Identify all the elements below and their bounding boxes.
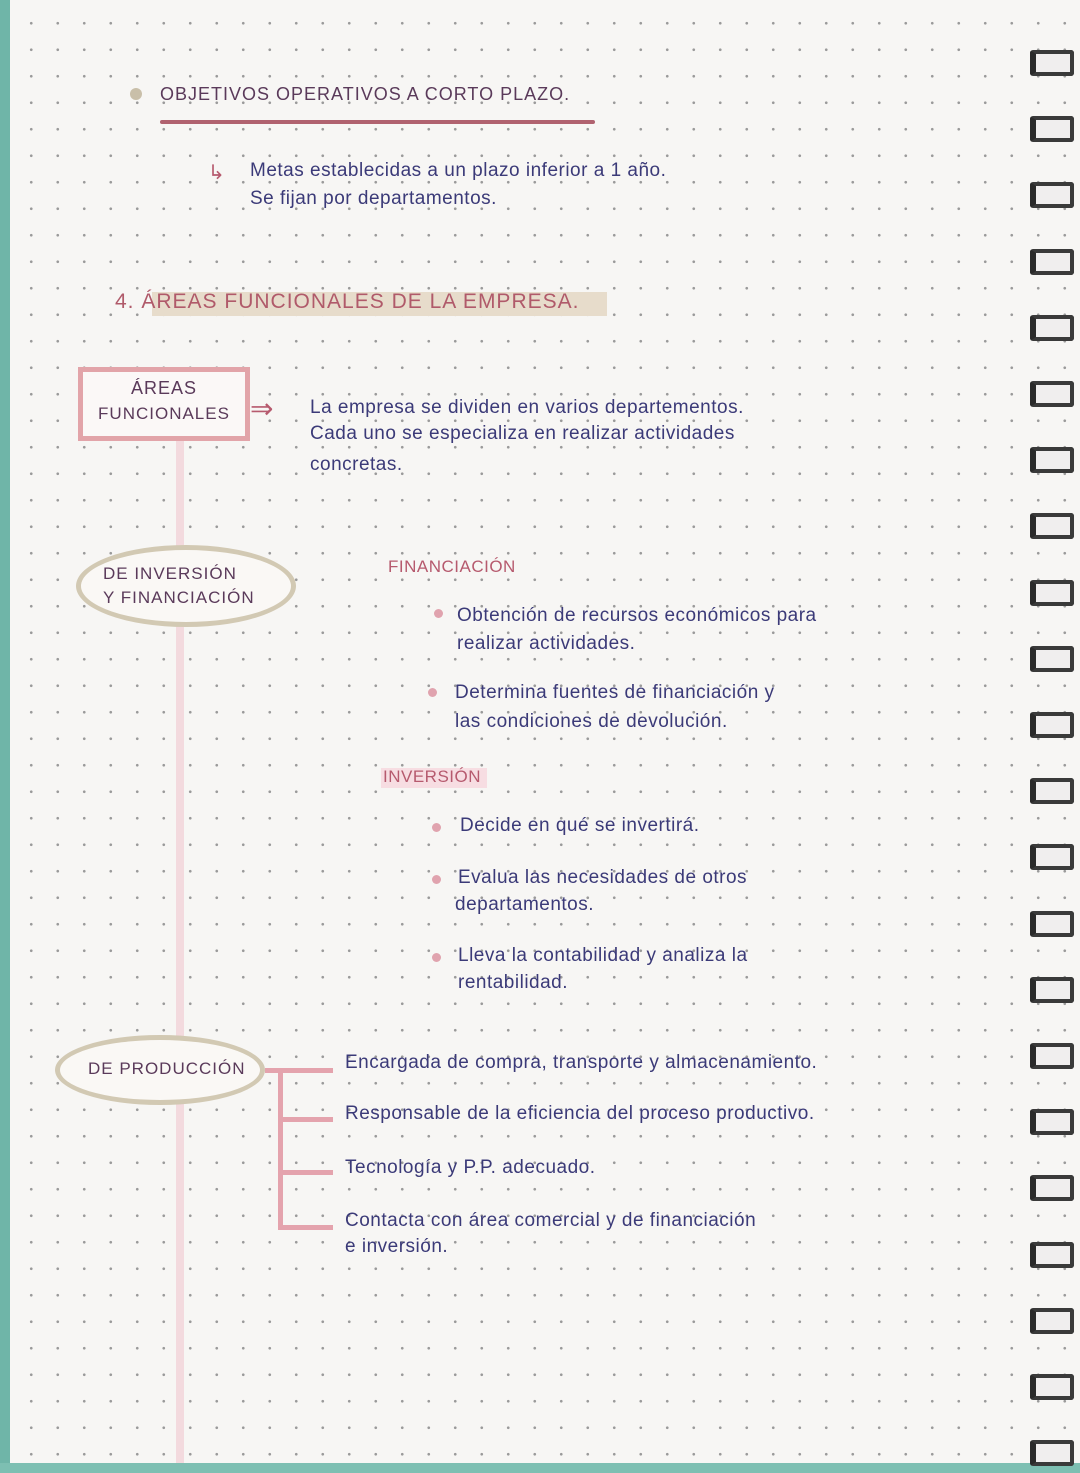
text-line: Determina fuentes de financiación y bbox=[455, 682, 775, 703]
spiral-ring bbox=[1030, 50, 1074, 76]
spiral-ring bbox=[1030, 1242, 1074, 1268]
timeline-line bbox=[176, 1100, 184, 1463]
spiral-ring bbox=[1030, 580, 1074, 606]
spiral-ring bbox=[1030, 116, 1074, 142]
spiral-ring bbox=[1030, 315, 1074, 341]
areas-funcionales-box bbox=[78, 367, 250, 441]
oval-label: DE PRODUCCIÓN bbox=[88, 1059, 246, 1078]
spiral-ring bbox=[1030, 977, 1074, 1003]
spiral-ring bbox=[1030, 513, 1074, 539]
bracket-branch bbox=[278, 1225, 333, 1230]
subheading-inversion: INVERSIÓN bbox=[383, 767, 482, 786]
spiral-ring bbox=[1030, 712, 1074, 738]
text-line: Contacta con área comercial y de financiación bbox=[345, 1210, 757, 1231]
text-line: Encargada de compra, transporte y almacenamiento. bbox=[345, 1052, 818, 1073]
timeline-line bbox=[176, 440, 184, 1040]
text-line: Tecnología y P.P. adecuado. bbox=[345, 1157, 596, 1178]
oval-label: DE INVERSIÓN bbox=[103, 564, 237, 583]
spiral-ring bbox=[1030, 447, 1074, 473]
text-line: La empresa se dividen en varios departementos. bbox=[310, 397, 744, 418]
text-line: e inversión. bbox=[345, 1236, 449, 1257]
double-arrow-icon: ⇒ bbox=[250, 393, 274, 424]
arrow-icon: ↳ bbox=[208, 162, 226, 184]
text-line: Responsable de la eficiencia del proceso productivo. bbox=[345, 1103, 815, 1124]
bracket-branch bbox=[265, 1068, 333, 1073]
bullet-icon bbox=[434, 609, 443, 618]
spiral-ring bbox=[1030, 1109, 1074, 1135]
bullet-icon bbox=[432, 953, 441, 962]
spiral-ring bbox=[1030, 1440, 1074, 1466]
spiral-ring bbox=[1030, 182, 1074, 208]
text-line: Cada uno se especializa en realizar actividades bbox=[310, 423, 735, 444]
box-label: ÁREAS bbox=[130, 378, 198, 398]
bullet-icon bbox=[432, 823, 441, 832]
spiral-ring bbox=[1030, 844, 1074, 870]
spiral-ring bbox=[1030, 381, 1074, 407]
produccion-oval bbox=[55, 1035, 265, 1105]
spiral-ring bbox=[1030, 1308, 1074, 1334]
spiral-ring bbox=[1030, 249, 1074, 275]
text-line: las condiciones de devolución. bbox=[455, 711, 728, 732]
title-underline bbox=[160, 120, 595, 124]
bracket-spine bbox=[278, 1068, 283, 1230]
text-line: Decide en qué se invertirá. bbox=[460, 815, 700, 836]
text-line: Lleva la contabilidad y analiza la bbox=[458, 945, 748, 966]
bracket-branch bbox=[278, 1117, 333, 1122]
section-title-areas: 4. ÁREAS FUNCIONALES DE LA EMPRESA. bbox=[115, 290, 580, 313]
box-label: FUNCIONALES bbox=[98, 404, 230, 423]
text-line: Se fijan por departamentos. bbox=[250, 188, 497, 209]
bracket-branch bbox=[278, 1170, 333, 1175]
subheading-financiacion: FINANCIACIÓN bbox=[388, 557, 516, 576]
bullet-icon bbox=[428, 688, 437, 697]
text-line: rentabilidad. bbox=[458, 972, 569, 993]
spiral-ring bbox=[1030, 778, 1074, 804]
inversion-financiacion-oval bbox=[76, 545, 296, 627]
text-line: Evalua las necesidades de otros bbox=[458, 867, 748, 888]
oval-label: Y FINANCIACIÓN bbox=[103, 588, 255, 607]
bullet-icon bbox=[432, 875, 441, 884]
spiral-ring bbox=[1030, 1374, 1074, 1400]
text-line: Obtención de recursos económicos para bbox=[457, 605, 817, 626]
section-title-objetivos: OBJETIVOS OPERATIVOS A CORTO PLAZO. bbox=[160, 84, 571, 104]
bullet-icon bbox=[130, 88, 142, 100]
spiral-ring bbox=[1030, 1043, 1074, 1069]
notebook-cover-edge-bottom bbox=[0, 1463, 1080, 1473]
spiral-ring bbox=[1030, 911, 1074, 937]
text-line: concretas. bbox=[310, 454, 403, 475]
spiral-ring bbox=[1030, 1175, 1074, 1201]
text-line: departamentos. bbox=[455, 894, 595, 915]
notebook-cover-edge bbox=[0, 0, 10, 1473]
text-line: realizar actividades. bbox=[457, 633, 636, 654]
spiral-ring bbox=[1030, 646, 1074, 672]
text-line: Metas establecidas a un plazo inferior a 1 año. bbox=[250, 160, 667, 181]
